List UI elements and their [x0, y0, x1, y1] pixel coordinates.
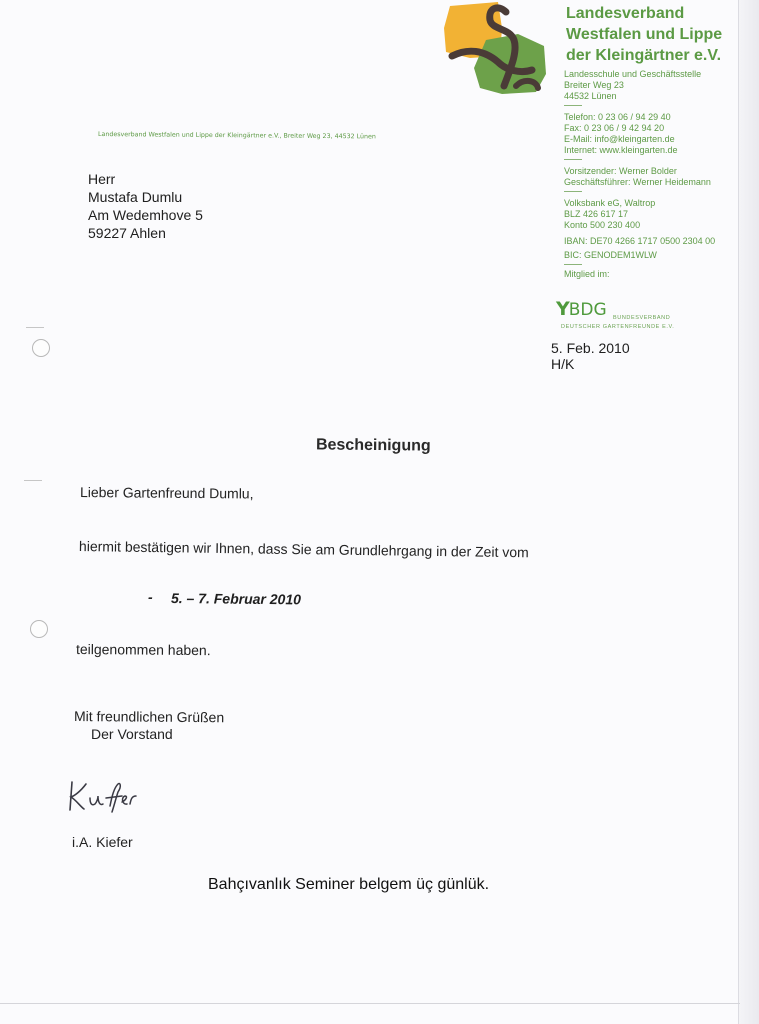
letter-greeting: Lieber Gartenfreund Dumlu, — [79, 484, 254, 502]
bdg-subtitle: BUNDESVERBAND — [613, 315, 671, 321]
sender-return-address: Landesverband Westfalen und Lippe der Kleingärtner e.V., Breiter Weg 23, 44532 Lünen — [97, 131, 376, 141]
org-name: Landesverband Westfalen und Lippe der Kleingärtner e.V. — [566, 5, 723, 64]
letter-body-line: teilgenommen haben. — [75, 641, 211, 659]
letter-title: Bescheinigung — [315, 436, 431, 455]
recipient-address: Herr Mustafa Dumlu Am Wedemhove 5 59227 Ahlen — [88, 171, 203, 241]
closing-board: Der Vorstand — [91, 726, 173, 742]
bdg-subtitle: DEUTSCHER GARTENFREUNDE E.V. — [561, 324, 675, 330]
page-edge-right — [738, 0, 759, 1024]
letter-date: 5. Feb. 2010 — [551, 340, 630, 356]
reference-code: H/K — [551, 356, 575, 372]
closing-greeting: Mit freundlichen Grüßen — [73, 708, 225, 726]
signer-name: i.A. Kiefer — [72, 834, 133, 850]
punch-hole — [30, 620, 48, 638]
fold-mark — [26, 327, 44, 328]
bdg-logo: YBDG — [556, 298, 607, 320]
course-dash: - — [148, 589, 153, 605]
fold-mark — [24, 480, 42, 481]
org-contact-block: Landesschule und Geschäftsstelle Breiter Weg 23 44532 Lünen Telefon: 0 23 06 / 94 29 40 Fax: 0 23 06 / 9 42 94 20 E-Mail: info@kleingarten.de Internet: www.kleingarten.de Vorsitzender: Werner Bolder Geschäftsführer: Werner Heidemann Volksbank eG, Waltrop BLZ 426 617 17 Konto 500 230 400 IBAN: DE70 4266 1717 0500 2304 00 BIC: GENODEM1WLW Mitglied im: — [564, 69, 716, 279]
punch-hole — [32, 339, 50, 357]
course-dates: 5. – 7. Februar 2010 — [170, 590, 302, 608]
caption-text: Bahçıvanlık Seminer belgem üç günlük. — [208, 876, 490, 893]
letter-body-line: hiermit bestätigen wir Ihnen, dass Sie am Grundlehrgang in der Zeit vom — [78, 538, 529, 561]
signature-icon — [66, 778, 138, 814]
page-edge-bottom — [0, 1003, 740, 1004]
organization-logo-icon — [440, 0, 550, 96]
